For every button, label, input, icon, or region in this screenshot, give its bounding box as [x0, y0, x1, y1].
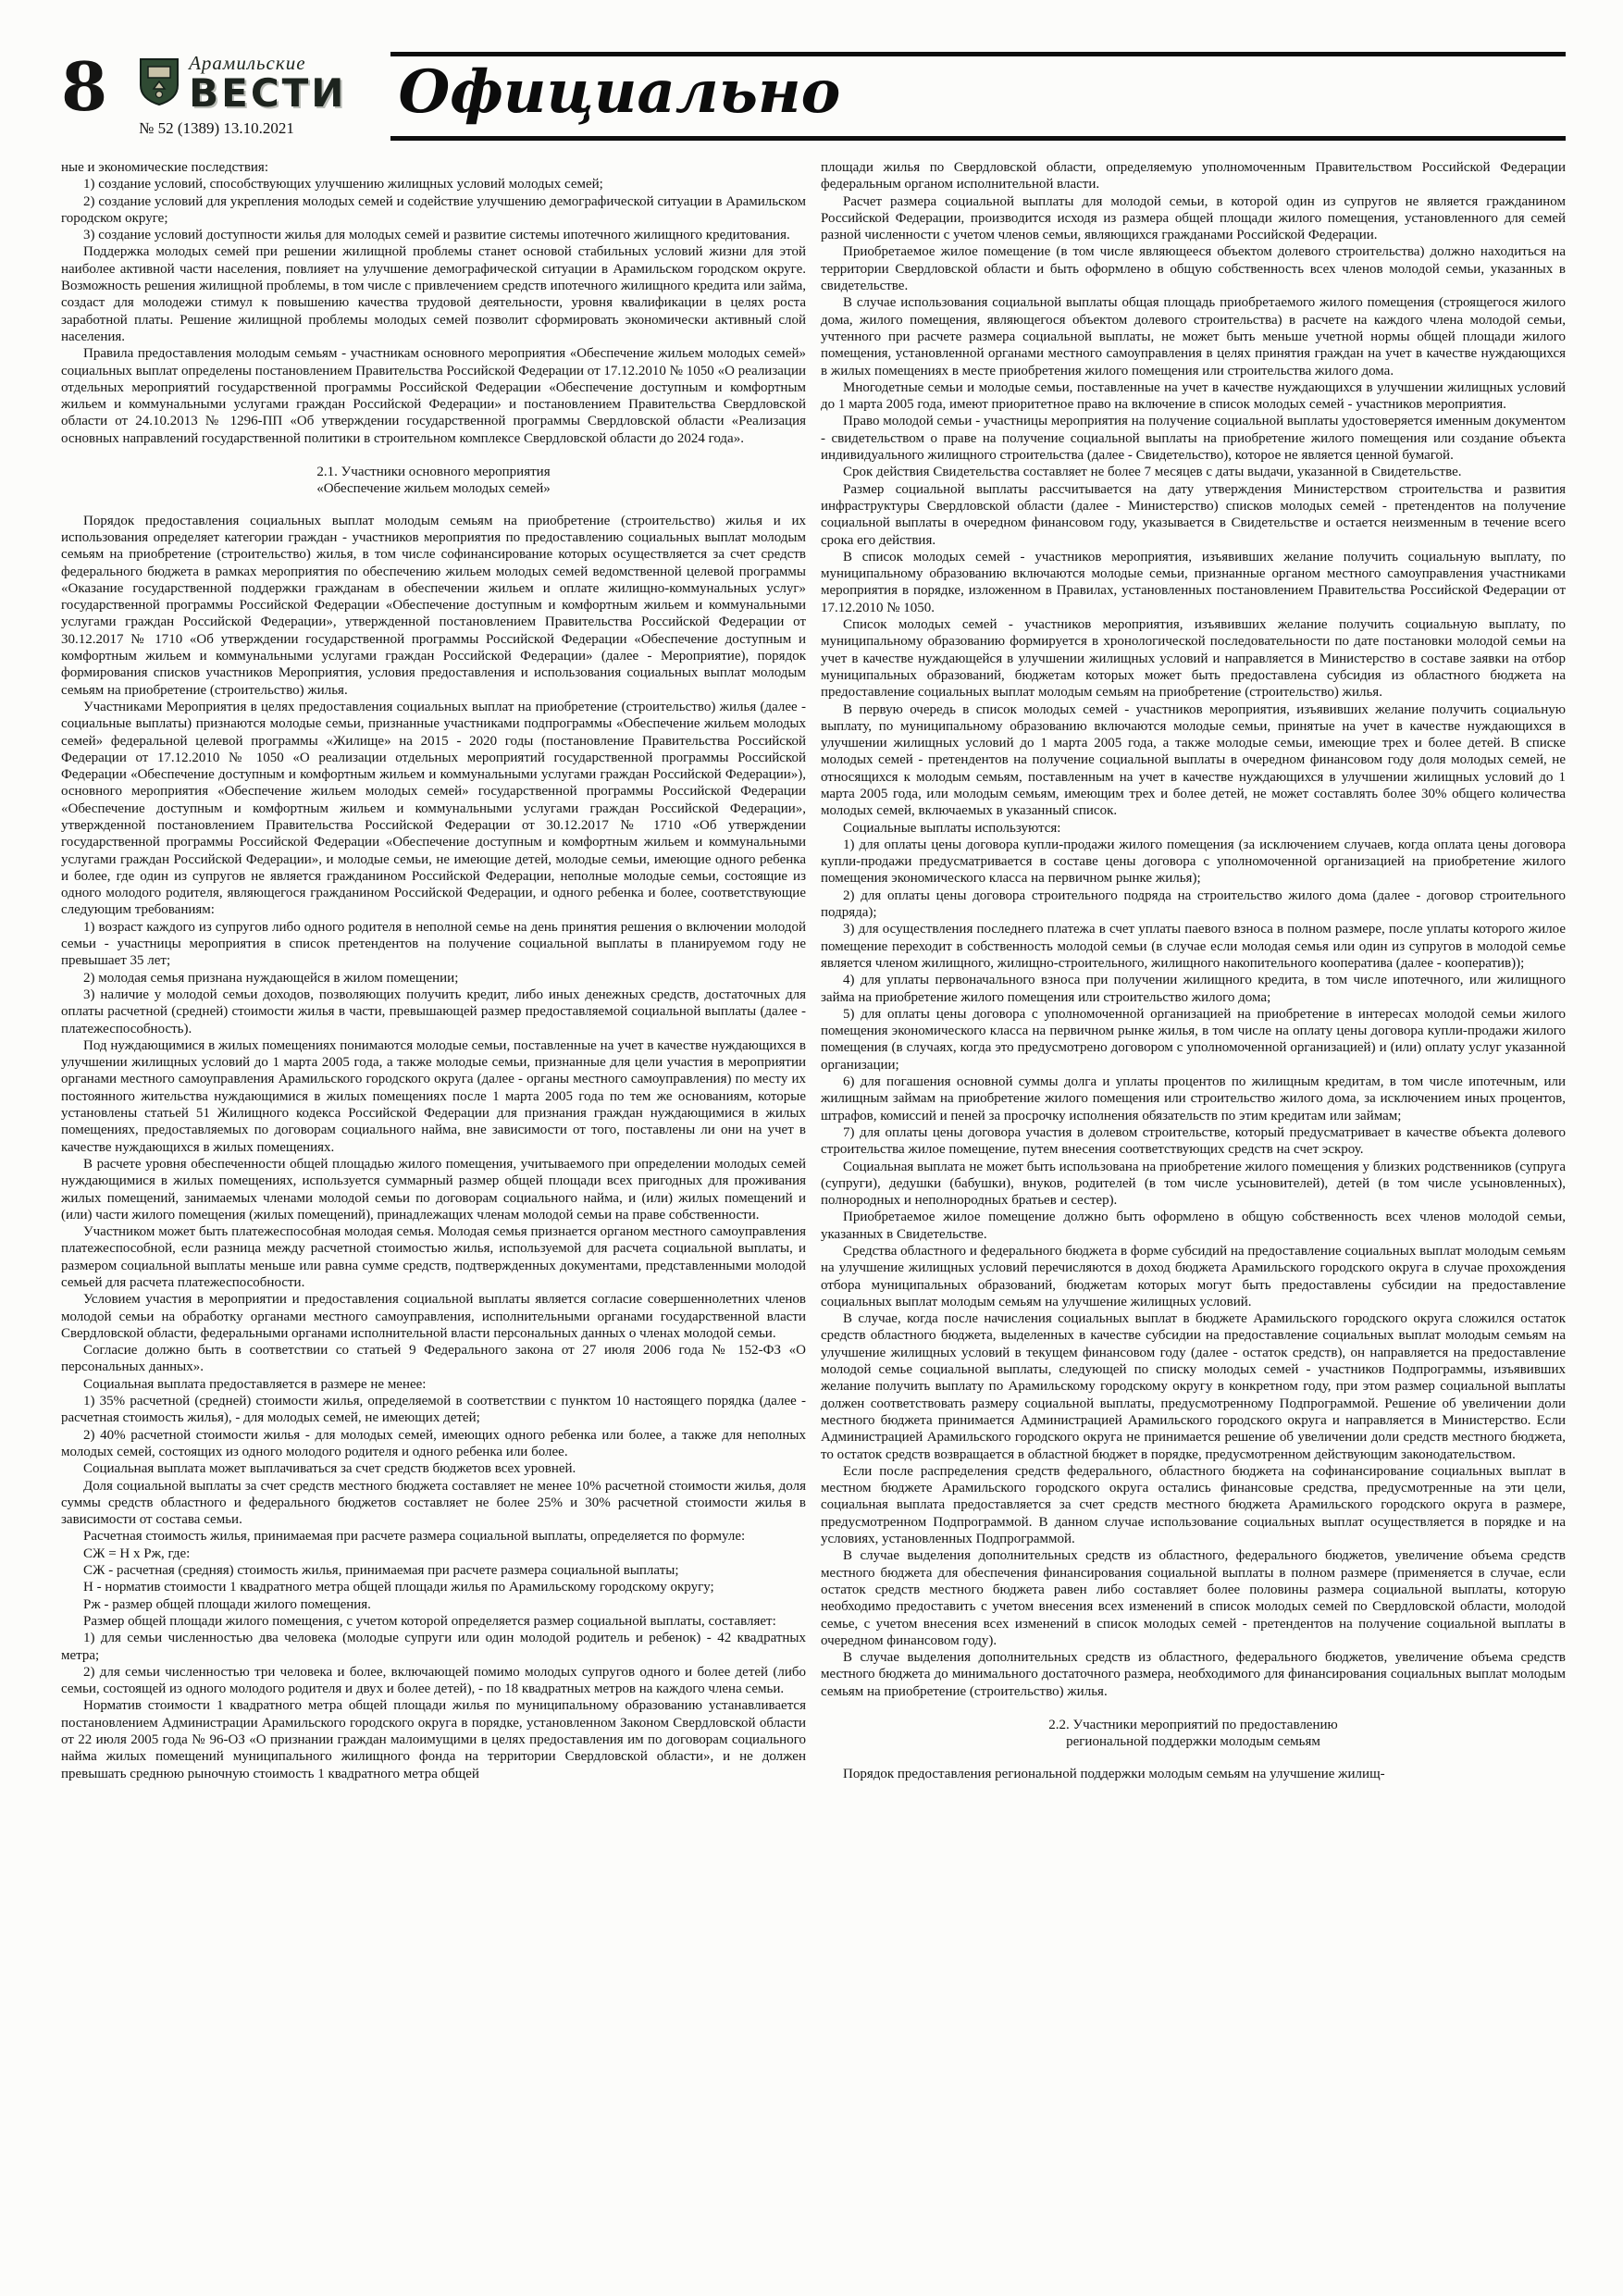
paragraph: 1) для семьи численностью два человека (молодые супруги или один молодой родитель и ребенок) - 42 квадратных метра;: [61, 1631, 806, 1663]
paragraph: 7) для оплаты цены договора участия в долевом строительстве, который предусматривает в качестве объекта долевого строительства жилое помещение, путем внесения соответствующих средств на счет эскроу.: [821, 1124, 1566, 1158]
paragraph: 3) наличие у молодой семьи доходов, позволяющих получить кредит, либо иных денежных средств, достаточных для оплаты расчетной (средней) стоимости жилья в части, превышающей размер предоставляемой социальной выплаты (далее - платежеспособность).: [61, 987, 806, 1036]
paragraph: Поддержка молодых семей при решении жилищной проблемы станет основой стабильных условий жизни для этой наиболее активной части населения, повлияет на улучшение демографической ситуации в Арамильском городском округе. Возможность решения жилищной проблемы, в том числе с привлечением средств ипотечного жилищного кредита или займа, создаст для молодежи стимул к повышению качества трудовой деятельности, уровня квалификации в целях роста заработной платы. Решение жилищной проблемы молодых семей позволит сформировать экономически активный слой населения.: [61, 244, 806, 344]
paragraph: Под нуждающимися в жилых помещениях понимаются молодые семьи, поставленные на учет в качестве нуждающихся в улучшении жилищных условий до 1 марта 2005 года, а также молодые семьи, признанные для цели участия в мероприятии органами местного самоуправления Арамильского городского округа (далее - органы местного самоуправления) по месту их постоянного жительства нуждающимися в жилых помещениях после 1 марта 2005 года по тем же основаниям, которые установлены статьей 51 Жилищного кодекса Российской Федерации для признания граждан нуждающимися в жилых помещениях, предоставляемых по договорам социального найма, вне зависимости от того, поставлены ли они на учет в качестве нуждающихся в жилых помещениях.: [61, 1037, 806, 1155]
paragraph: площади жилья по Свердловской области, определяемую уполномоченным Правительством Российской Федерации федеральным органом исполнительной власти.: [821, 160, 1566, 192]
section-title: Официально: [398, 57, 841, 127]
paragraph: Приобретаемое жилое помещение (в том числе являющееся объектом долевого строительства) должно находиться на территории Свердловской области и быть оформлено в общую собственность всех членов молодой семьи, указанных в свидетельстве.: [821, 244, 1566, 294]
paragraph: Участниками Мероприятия в целях предоставления социальных выплат на приобретение (строительство) жилья (далее - социальные выплаты) признаются молодые семьи, признанные участниками подпрограммы «Обеспечение жильем молодых семей» федеральной целевой программы «Жилище» на 2015 - 2020 годы (постановление Правительства Российской Федерации от 17.12.2010 № 1050 «О реализации отдельных мероприятий государственной программы Российской Федерации «Обеспечение доступным и комфортным жильем и коммунальными услугами граждан Российской Федерации»), основного мероприятия «Обеспечение жильем молодых семей» государственной программы Российской Федерации «Обеспечение доступным и комфортным жильем и коммунальными услугами граждан Российской Федерации», утвержденной постановлением Правительства Российской Федерации от 30.12.2017 № 1710 «Об утверждении государственной программы Российской Федерации «Обеспечение доступным и комфортным жильем и коммунальными услугами граждан Российской Федерации», и молодые семьи, не имеющие детей, молодые семьи, имеющие одного ребенка и более, где один из супругов не является гражданином Российской Федерации, неполные молодые семьи, состоящие из одного молодого родителя, являющегося гражданином Российской Федерации, и одного ребенка и более, соответствующие следующим требованиям:: [61, 699, 806, 918]
paragraph: Норматив стоимости 1 квадратного метра общей площади жилья по муниципальному образованию устанавливается постановлением Администрации Арамильского городского округа в порядке, установленном Законом Свердловской области от 22 июля 2005 года № 96-ОЗ «О признании граждан малоимущими в целях предоставления им по договорам социального найма жилых помещений муниципального жилищного фонда на территории Свердловской области», и не должен превышать среднюю рыночную стоимость 1 квадратного метра общей: [61, 1698, 806, 1781]
paragraph: В список молодых семей - участников мероприятия, изъявивших желание получить социальную выплату, по муниципальному образованию включаются молодые семьи, признанные органом местного самоуправления участниками мероприятия в порядке, изложенном в Правилах, установленных постановлением Правительства Российской Федерации от 17.12.2010 № 1050.: [821, 549, 1566, 615]
paragraph: 2) создание условий для укрепления молодых семей и содействие улучшению демографической ситуации в Арамильском городском округе;: [61, 193, 806, 226]
paragraph: 1) возраст каждого из супругов либо одного родителя в неполной семье на день принятия решения о включении молодой семьи - участницы мероприятия в список претендентов на получение социальной выплаты в планируемом году не превышает 35 лет;: [61, 919, 806, 969]
section-band: [390, 52, 1566, 141]
paragraph: В случае выделения дополнительных средств из областного, федерального бюджетов, увеличение объема средств местного бюджета для обеспечения финансирования социальной выплаты в полном размере (применяется в случае, если остаток средств местного бюджета равен либо составляет более половины размера социальной выплаты, которую необходимо предоставить с учетом внесения всех изменений в список молодых семей по Свердловской области, молодой семье, с учетом внесения всех изменений в список молодых семей - претендентов на получение социальной выплаты в очередном финансовом году).: [821, 1548, 1566, 1648]
newspaper-name-top: Арамильские: [189, 52, 306, 74]
paragraph: ные и экономические последствия:: [61, 160, 268, 175]
page-header: [61, 46, 1566, 141]
paragraph: Расчет размера социальной выплаты для молодой семьи, в которой один из супругов не является гражданином Российской Федерации, производится исходя из размера общей площади жилого помещения, установленного для семей разной численности с учетом членов семьи, являющихся гражданами Российской Федерации.: [821, 193, 1566, 243]
paragraph: Порядок предоставления региональной поддержки молодым семьям на улучшение жилищ-: [843, 1766, 1385, 1781]
paragraph: В случае, когда после начисления социальных выплат в бюджете Арамильского городского округа сложился остаток средств областного бюджета, выделенных в качестве субсидии на предоставление социальных выплат молодым семьям на улучшение жилищных условий в текущем финансовом году (далее - остаток средств), он направляется на предоставление молодой семье социальной выплаты, следующей по списку молодых семей - участников Подпрограммы, изъявивших желание получить выплату по Арамильскому городскому округу в конкретном году, при этом размер социальной выплаты должен соответствовать размеру социальной выплаты, предусмотренному Подпрограммой. Решение об увеличении доли местного бюджета принимается Администрацией Арамильского городского округа и направляется в Министерство. Если Администрацией Арамильского городского округа не принимается решение об увеличении доли средств местного бюджета, то остаток средств возвращается в областной бюджет в порядке, предусмотренном действующим законодательством.: [821, 1311, 1566, 1462]
article-column-left: [61, 159, 806, 1782]
newspaper-logo: [139, 52, 347, 116]
paragraph: Список молодых семей - участников мероприятия, изъявивших желание получить социальную выплату, по муниципальному образованию формируется в хронологической последовательности по дате постановки молодой семьи на учет в качестве нуждающейся в улучшении жилищных условий и направляется в Министерство в составе заявки на отбор муниципальных образований, бюджетам которых может быть предоставлена субсидия из областного бюджета на предоставление социальных выплат молодым семьям на приобретение (строительство) жилья.: [821, 617, 1566, 701]
paragraph: Срок действия Свидетельства составляет не более 7 месяцев с даты выдачи, указанной в Свидетельстве.: [843, 465, 1462, 480]
section-heading: региональной поддержки молодым семьям: [1066, 1734, 1320, 1750]
newspaper-masthead: [139, 46, 346, 138]
paragraph: Социальные выплаты используются:: [843, 820, 1061, 836]
paragraph: Н - норматив стоимости 1 квадратного метра общей площади жилья по Арамильскому городскому округу;: [83, 1580, 714, 1595]
paragraph: Размер социальной выплаты рассчитывается на дату утверждения Министерством строительства и развития инфраструктуры Свердловской области (далее - Министерство) списков молодых семей - претендентов на получение социальной выплаты в очередном финансовом году, указывается в Свидетельстве и остается неизменным в течение всего срока его действия.: [821, 481, 1566, 548]
section-heading: 2.1. Участники основного мероприятия: [316, 465, 551, 480]
paragraph: 3) создание условий доступности жилья для молодых семей и развитие системы ипотечного жилищного кредитования.: [83, 228, 790, 243]
paragraph: 3) для осуществления последнего платежа в счет уплаты паевого взноса в полном размере, после уплаты которого жилое помещение переходит в собственность молодой семьи (в случае если молодая семья или один из супругов в молодой семье является членом жилищного, жилищно-строительного, жилищного накопительного кооператива (далее - кооператив));: [821, 922, 1566, 971]
paragraph: 1) 35% расчетной (средней) стоимости жилья, определяемой в соответствии с пунктом 10 настоящего порядка (далее - расчетная стоимость жилья), - для молодых семей, не имеющих детей;: [61, 1394, 806, 1426]
paragraph: Право молодой семьи - участницы мероприятия на получение социальной выплаты удостоверяется именным документом - свидетельством о праве на получение социальной выплаты на приобретение жилого помещения или создание объекта индивидуального жилищного строительства (далее - Свидетельство), которое не является ценной бумагой.: [821, 414, 1566, 464]
paragraph: Социальная выплата может выплачиваться за счет средств бюджетов всех уровней.: [83, 1461, 576, 1477]
paragraph: Размер общей площади жилого помещения, с учетом которой определяется размер социальной выплаты, составляет:: [83, 1613, 776, 1629]
paragraph: Расчетная стоимость жилья, принимаемая при расчете размера социальной выплаты, определяется по формуле:: [83, 1529, 746, 1545]
paragraph: СЖ = Н х Рж, где:: [83, 1545, 191, 1561]
paragraph: 2) для оплаты цены договора строительного подряда на строительство жилого дома (далее - договор строительного подряда);: [821, 887, 1566, 921]
paragraph: Участником может быть платежеспособная молодая семья. Молодая семья признается органом местного самоуправления платежеспособной, если разница между расчетной стоимостью жилья, используемой для расчета социальной выплаты, и размером социальной выплаты меньше или равна сумме средств, подтвержденных документами, представленными молодой семьей для расчета платежеспособности.: [61, 1224, 806, 1290]
page-number: 8: [61, 47, 108, 126]
newspaper-name: [189, 52, 347, 116]
paragraph: Доля социальной выплаты за счет средств местного бюджета составляет не менее 10% расчетной стоимости жилья, доля суммы средств областного и федерального бюджетов составляет не более 25% и 30% расчетной стоимости жилья в зависимости от состава семьи.: [61, 1478, 806, 1528]
paragraph: 2) для семьи численностью три человека и более, включающей помимо молодых супругов одного и более детей (либо семьи, состоящей из одного молодого родителя и двух и более детей), - по 18 квадратных метров на каждого члена семьи.: [61, 1664, 806, 1697]
paragraph: 4) для уплаты первоначального взноса при получении жилищного кредита, в том числе ипотечного, или жилищного займа на приобретение жилого помещения или строительство жилого дома;: [821, 973, 1566, 1005]
newspaper-name-main: ВЕСТИ: [189, 70, 347, 116]
paragraph: 2) молодая семья признана нуждающейся в жилом помещении;: [83, 970, 459, 986]
issue-info: № 52 (1389) 13.10.2021: [139, 118, 294, 137]
paragraph: Согласие должно быть в соответствии со статьей 9 Федерального закона от 27 июля 2006 года № 152-ФЗ «О персональных данных».: [61, 1343, 806, 1375]
paragraph: Если после распределения средств федерального, областного бюджета на софинансирование социальных выплат в местном бюджете Арамильского городского округа остались финансовые средства, предусмотренные на эти цели, социальная выплата предоставляется за счет средств местного бюджета Арамильского городского округа в размере, предусмотренном Подпрограммой. В данном случае использование социальных выплат осуществляется в порядке и на условиях, установленных Подпрограммой.: [821, 1463, 1566, 1547]
paragraph: Социальная выплата предоставляется в размере не менее:: [83, 1376, 427, 1392]
section-heading: 2.2. Участники мероприятий по предоставлению: [1048, 1718, 1338, 1733]
paragraph: 5) для оплаты цены договора с уполномоченной организацией на приобретение в интересах молодой семьи жилого помещения экономического класса на первичном рынке жилья, в том числе на оплату цены договора купли-продажи жилого помещения (в случаях, когда это предусмотрено договором с уполномоченной организацией) и (или) оплату услуг указанной организации;: [821, 1006, 1566, 1073]
paragraph: СЖ - расчетная (средняя) стоимость жилья, принимаемая при расчете размера социальной выплаты;: [83, 1563, 679, 1579]
paragraph: Правила предоставления молодым семьям - участникам основного мероприятия «Обеспечение жильем молодых семей» социальных выплат определены постановлением Правительства Российской Федерации от 17.12.2010 № 1050 «О реализации отдельных мероприятий государственной программы Российской Федерации «Обеспечение доступным и комфортным жильем и коммунальными услугами граждан Российской Федерации» и постановлением Правительства Свердловской области от 24.10.2013 № 1296-ПП «Об утверждении государственной программы Свердловской области «Реализация основных направлений государственной политики в строительном комплексе Свердловской области до 2024 года».: [61, 346, 806, 446]
paragraph: Многодетные семьи и молодые семьи, поставленные на учет в качестве нуждающихся в улучшении жилищных условий до 1 марта 2005 года, имеют приоритетное право на включение в список молодых семей - участников мероприятия.: [821, 379, 1566, 413]
paragraph: Рж - размер общей площади жилого помещения.: [83, 1596, 371, 1612]
paragraph: В первую очередь в список молодых семей - участников мероприятия, изъявивших желание получить социальную выплату, по муниципальному образованию включаются молодые семьи, принятые на учет в качестве нуждающихся в улучшении жилищных условий до 1 марта 2005 года, а также молодые семьи, имеющие трех и более детей. В списке молодых семей - претендентов на получение социальной выплаты в очередном финансовом году доля молодых семей, не относящихся к молодым семьям, поставленным на учет в качестве нуждающихся в улучшении жилищных условий до 1 марта 2005 года, или молодым семьям, имеющим трех и более детей, не может составлять более 30% общего количества молодых семей, включаемых в указанный список.: [821, 701, 1566, 819]
paragraph: Средства областного и федерального бюджета в форме субсидий на предоставление социальных выплат молодым семьям на улучшение жилищных условий перечисляются в доход бюджета Арамильского городского округа в случае прохождения отбора муниципальных образований, бюджетам которых могут быть предоставлены субсидии на предоставление социальных выплат молодым семьям на улучшение жилищных условий.: [821, 1244, 1566, 1309]
section-heading: «Обеспечение жильем молодых семей»: [316, 481, 551, 497]
paragraph: 1) создание условий, способствующих улучшению жилищных условий молодых семей;: [83, 177, 603, 192]
article-column-right: [821, 159, 1566, 1782]
article-body: [61, 159, 1566, 1782]
paragraph: Условием участия в мероприятии и предоставления социальной выплаты является согласие совершеннолетних членов молодой семьи на обработку органами местного самоуправления, исполнительными органами государственной власти Свердловской области, федеральными органами исполнительной власти персональных данных о членах молодой семьи.: [61, 1292, 806, 1341]
paragraph: В случае использования социальной выплаты общая площадь приобретаемого жилого помещения (строящегося жилого дома, жилого помещения, являющегося объектом долевого строительства) в расчете на каждого члена молодой семьи, учтенного при расчете размера социальной выплаты, не может быть меньше учетной нормы общей площади жилого помещения, установленной органами местного самоуправления в целях принятия граждан на учет в качестве нуждающихся в жилых помещениях в месте приобретения жилого помещения или строительства жилого дома.: [821, 295, 1566, 379]
paragraph: 6) для погашения основной суммы долга и уплаты процентов по жилищным кредитам, в том числе ипотечным, или жилищным займам на приобретение жилого помещения или строительство жилого дома, за исключением иных процентов, штрафов, комиссий и пеней за просрочку исполнения обязательств по этим кредитам или займам;: [821, 1074, 1566, 1123]
coat-of-arms-icon: [139, 57, 180, 105]
paragraph: Социальная выплата не может быть использована на приобретение жилого помещения у близких родственников (супруга (супруги), дедушки (бабушки), внуков, родителей (в том числе усыновителей), детей (в том числе усыновленных), полнородных и неполнородных братьев и сестер).: [821, 1159, 1566, 1209]
paragraph: 2) 40% расчетной стоимости жилья - для молодых семей, имеющих одного ребенка или более, а также для неполных молодых семей, состоящих из одного молодого родителя и одного ребенка или более.: [61, 1427, 806, 1459]
paragraph: В расчете уровня обеспеченности общей площадью жилого помещения, учитываемого при определении молодых семей нуждающимися в жилых помещениях, используется суммарный размер общей площади всех пригодных для проживания жилых помещений, занимаемых членами молодой семьи по договорам социального найма, и (или) жилых помещений и (или) части жилого помещения (жилых помещений), принадлежащих членам молодой семьи на праве собственности.: [61, 1156, 806, 1222]
paragraph: В случае выделения дополнительных средств из областного, федерального бюджетов, увеличение объема средств местного бюджета до минимального достаточного размера, необходимого для финансирования социальных выплат молодым семьям на приобретение (строительство) жилья.: [821, 1650, 1566, 1699]
paragraph: 1) для оплаты цены договора купли-продажи жилого помещения (за исключением случаев, когда оплата цены договора купли-продажи предусматривается в составе цены договора с уполномоченной организацией на приобретение жилого помещения экономического класса на первичном рынке жилья);: [821, 837, 1566, 887]
paragraph: Порядок предоставления социальных выплат молодым семьям на приобретение (строительство) жилья и их использования определяет категории граждан - участников мероприятия по предоставлению социальных выплат молодым семьям на приобретение (строительство) жилья, в том числе софинансирование которых осуществляется за счет средств федерального бюджета в рамках мероприятия по обеспечению жильем молодых семей ведомственной целевой программы «Оказание государственной поддержки гражданам в обеспечении жильем и оплате жилищно-коммунальных услуг» государственной программы Российской Федерации «Обеспечение доступным и комфортным жильем и коммунальными услугами граждан Российской Федерации», утвержденной постановлением Правительства Российской Федерации от 30.12.2017 № 1710 «Об утверждении государственной программы Российской Федерации «Обеспечение доступным и комфортным жильем и коммунальными услугами граждан Российской Федерации» (далее - Мероприятие), порядок формирования списков участников Мероприятия, условия предоставления и использования социальных выплат молодым семьям на приобретение (строительство) жилья.: [61, 513, 806, 698]
paragraph: Приобретаемое жилое помещение должно быть оформлено в общую собственность всех членов молодой семьи, указанных в Свидетельстве.: [821, 1210, 1566, 1242]
